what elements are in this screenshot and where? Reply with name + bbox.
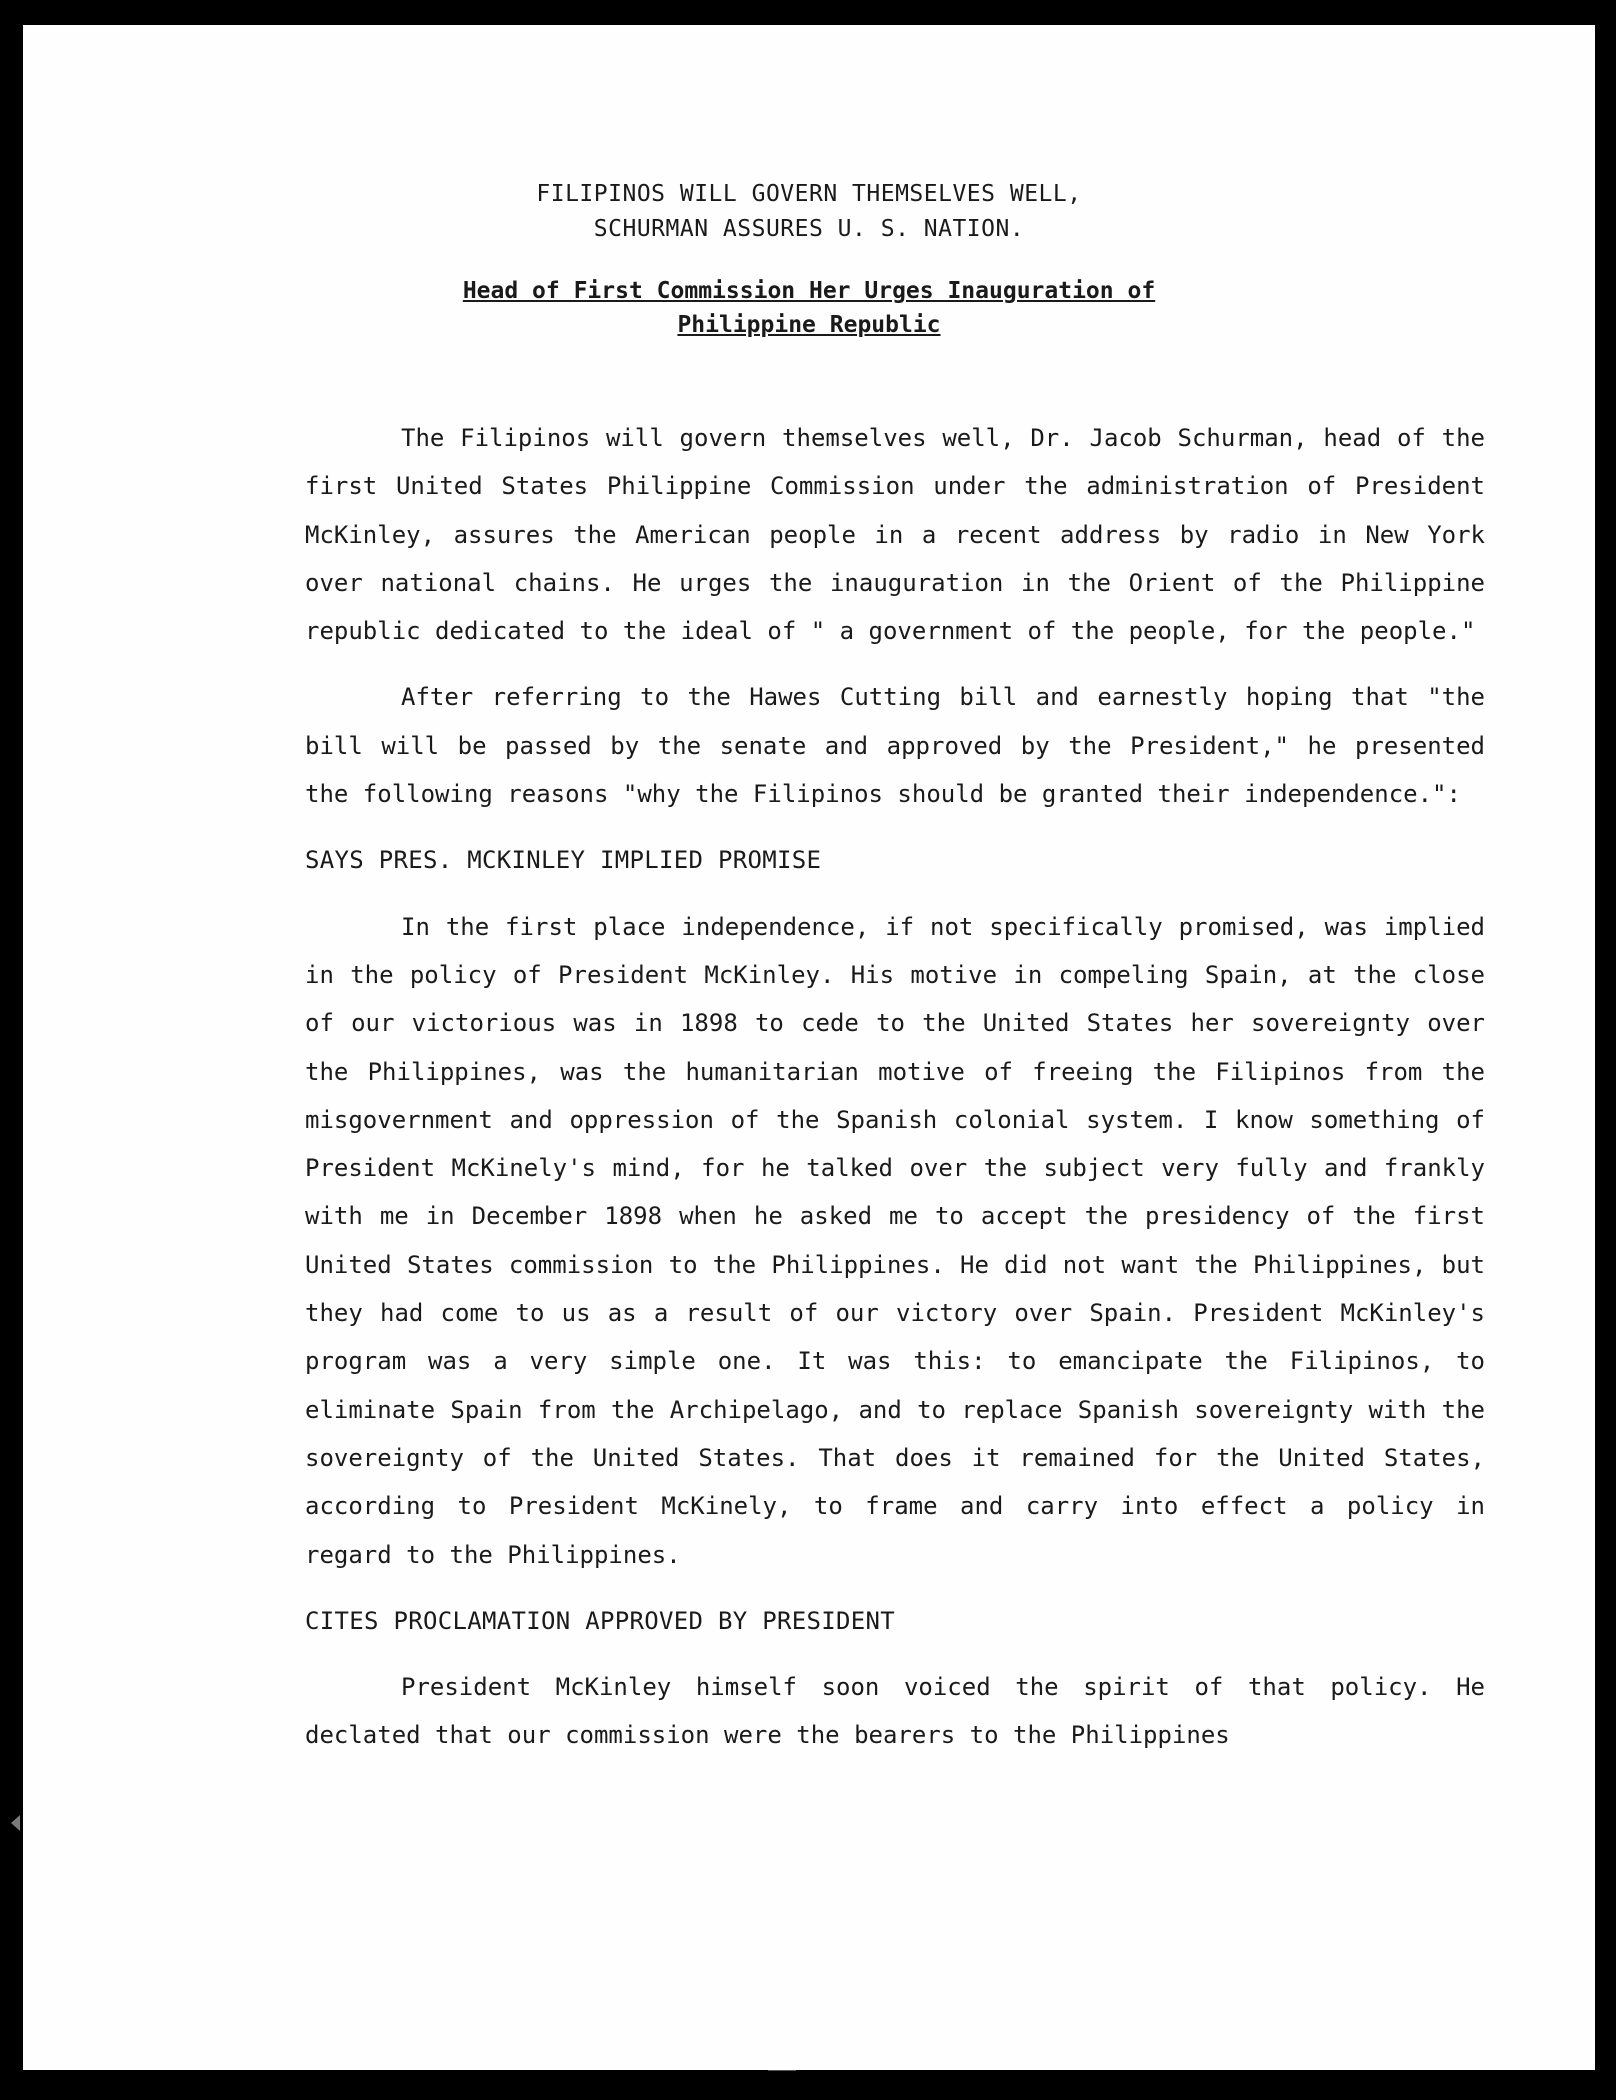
article-body (305, 414, 1485, 1760)
footer-mark (768, 2070, 796, 2075)
edge-marker-icon (11, 1815, 20, 1831)
subheadline-line-1: Head of First Commission Her Urges Inauguration of (462, 278, 1156, 304)
paragraph-1: The Filipinos will govern themselves well, Dr. Jacob Schurman, head of the first United States Philippine Commission under the administration of President McKinley, assures the American people in a recent address by radio in New York over national chains. He urges the inauguration in the Orient of the Philippine republic dedicated to the ideal of " a government of the people, for the people." (305, 424, 1485, 646)
headline (23, 177, 1595, 247)
paragraph-4: President McKinley himself soon voiced the spirit of that policy. He declated that our commission were the bearers to the Philippines (305, 1673, 1485, 1750)
paragraph-2: After referring to the Hawes Cutting bill and earnestly hoping that "the bill will be passed by the senate and approved by the President," he presented the following reasons "why the Filipinos should be granted their independence.": (305, 683, 1485, 809)
headline-line-1: FILIPINOS WILL GOVERN THEMSELVES WELL, (536, 181, 1082, 207)
subheadline (23, 274, 1595, 342)
document-page (23, 25, 1595, 2070)
section-heading-mckinley-promise: SAYS PRES. MCKINLEY IMPLIED PROMISE (305, 846, 822, 875)
section-heading-proclamation: CITES PROCLAMATION APPROVED BY PRESIDENT (305, 1606, 895, 1635)
paragraph-3: In the first place independence, if not specifically promised, was implied in the policy of President McKinley. His motive in compeling Spain, at the close of our victorious was in 1898 to cede to the United States her sovereignty over the Philippines, was the humanitarian motive of freeing the Filipinos from the misgovernment and oppression of the Spanish colonial system. I know something of President McKinely's mind, for he talked over the subject very fully and frankly with me in December 1898 when he asked me to accept the presidency of the first United States commission to the Philippines. He did not want the Philippines, but they had come to us as a result of our victory over Spain. President McKinley's program was a very simple one. It was this: to emancipate the Filipinos, to eliminate Spain from the Archipelago, and to replace Spanish sovereignty with the sovereignty of the United States. That does it remained for the United States, according to President McKinely, to frame and carry into effect a policy in regard to the Philippines. (305, 912, 1485, 1569)
headline-line-2: SCHURMAN ASSURES U. S. NATION. (593, 216, 1025, 242)
subheadline-line-2: Philippine Republic (677, 312, 941, 338)
